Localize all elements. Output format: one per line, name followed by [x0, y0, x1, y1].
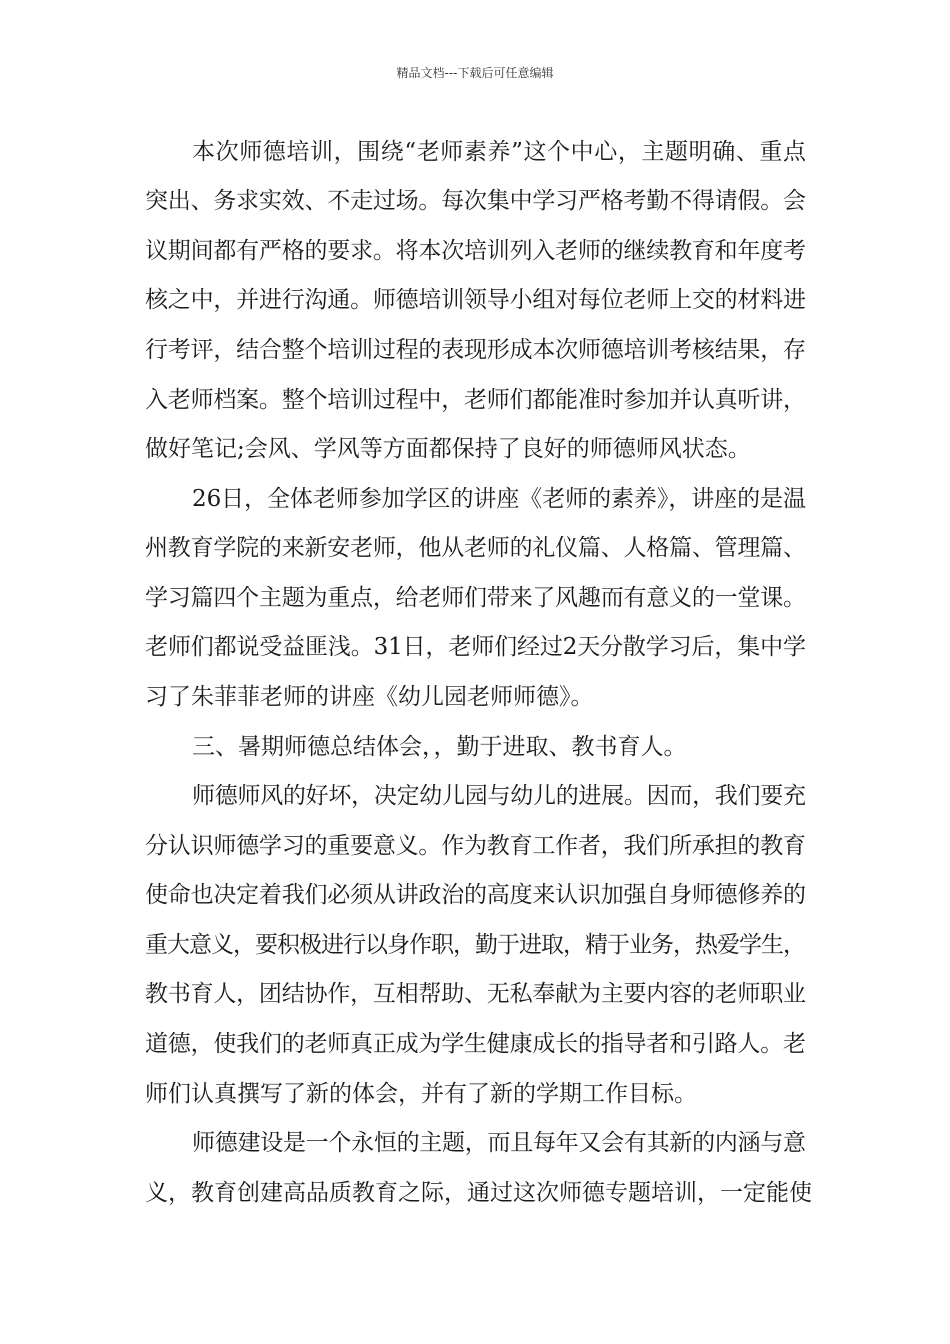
- page-header: 精品文档---下载后可任意编辑: [396, 66, 554, 80]
